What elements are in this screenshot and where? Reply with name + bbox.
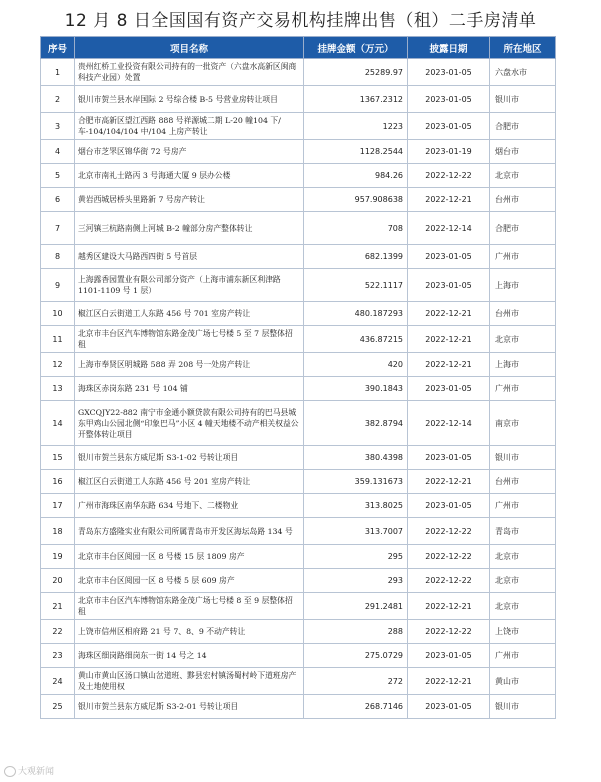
row-region: 银川市 [490, 695, 556, 719]
row-region: 烟台市 [490, 140, 556, 164]
row-region: 台州市 [490, 302, 556, 326]
row-date: 2023-01-19 [408, 140, 490, 164]
table-row [41, 113, 556, 140]
row-amount: 480.187293 [304, 302, 408, 326]
row-index: 21 [41, 593, 75, 620]
row-project-name: 越秀区建设大马路西四街 5 号首层 [75, 245, 304, 269]
table-row [41, 644, 556, 668]
table-row [41, 188, 556, 212]
row-amount: 1128.2544 [304, 140, 408, 164]
table-row [41, 620, 556, 644]
row-amount: 272 [304, 668, 408, 695]
table-row [41, 401, 556, 446]
row-region: 上海市 [490, 269, 556, 302]
page-title: 12 月 8 日全国国有资产交易机构挂牌出售（租）二手房清单 [64, 11, 537, 31]
row-date: 2022-12-22 [408, 164, 490, 188]
table-row [41, 377, 556, 401]
row-index: 15 [41, 446, 75, 470]
row-region: 台州市 [490, 470, 556, 494]
row-project-name: 银川市贺兰县东方威尼斯 S3-2-01 号转让项目 [75, 695, 304, 719]
row-index: 12 [41, 353, 75, 377]
row-date: 2022-12-22 [408, 620, 490, 644]
row-project-name: 北京市丰台区汽车博物馆东路金茂广场七号楼 5 至 7 层整体招租 [75, 326, 304, 353]
row-amount: 390.1843 [304, 377, 408, 401]
row-amount: 25289.97 [304, 59, 408, 86]
row-project-name: 上饶市信州区相府路 21 号 7、8、9 不动产转让 [75, 620, 304, 644]
row-index: 5 [41, 164, 75, 188]
row-index: 4 [41, 140, 75, 164]
row-project-name: 青岛东方盛隆实业有限公司所属青岛市开发区海坛岛路 134 号 [75, 518, 304, 545]
row-region: 北京市 [490, 326, 556, 353]
row-project-name: 海珠区赤岗东路 231 号 104 铺 [75, 377, 304, 401]
row-index: 1 [41, 59, 75, 86]
row-date: 2023-01-05 [408, 86, 490, 113]
row-date: 2022-12-22 [408, 569, 490, 593]
row-amount: 359.131673 [304, 470, 408, 494]
row-index: 16 [41, 470, 75, 494]
row-amount: 420 [304, 353, 408, 377]
table-row [41, 470, 556, 494]
row-project-name: 椒江区白云街道工人东路 456 号 701 室房产转让 [75, 302, 304, 326]
row-project-name: 椒江区白云街道工人东路 456 号 201 室房产转让 [75, 470, 304, 494]
row-region: 上海市 [490, 353, 556, 377]
row-amount: 380.4398 [304, 446, 408, 470]
watermark [4, 764, 54, 777]
row-date: 2022-12-21 [408, 470, 490, 494]
table-row [41, 269, 556, 302]
row-region: 合肥市 [490, 212, 556, 245]
row-amount: 1223 [304, 113, 408, 140]
row-date: 2022-12-21 [408, 593, 490, 620]
row-project-name: 贵州红桥工业投资有限公司持有的一批资产（六盘水高新区闽商科技产业园）处置 [75, 59, 304, 86]
row-project-name: GXCQJY22-882 南宁市金通小额贷款有限公司持有的巴马县城东甲鸡山公园北侧“印象巴马”小区 4 幢天地楼不动产相关权益公开整体转让项目 [75, 401, 304, 446]
row-project-name: 黄岩西城居桥头里路新 7 号房产转让 [75, 188, 304, 212]
row-index: 13 [41, 377, 75, 401]
row-date: 2022-12-14 [408, 401, 490, 446]
row-date: 2023-01-05 [408, 446, 490, 470]
row-date: 2022-12-22 [408, 518, 490, 545]
row-date: 2023-01-05 [408, 377, 490, 401]
row-amount: 313.7007 [304, 518, 408, 545]
row-project-name: 海珠区细岗路细岗东一街 14 号之 14 [75, 644, 304, 668]
row-index: 11 [41, 326, 75, 353]
row-project-name: 银川市贺兰县东方威尼斯 S3-1-02 号转让项目 [75, 446, 304, 470]
row-date: 2023-01-05 [408, 644, 490, 668]
row-project-name: 北京市丰台区阅园一区 8 号楼 5 层 609 房产 [75, 569, 304, 593]
table-row [41, 545, 556, 569]
row-region: 北京市 [490, 593, 556, 620]
row-index: 19 [41, 545, 75, 569]
row-date: 2022-12-21 [408, 668, 490, 695]
row-date: 2022-12-21 [408, 326, 490, 353]
row-date: 2023-01-05 [408, 59, 490, 86]
row-project-name: 合肥市高新区望江西路 888 号祥源城二期 L-20 幢104 下/车-104/104/104 中/104 上房产转让 [75, 113, 304, 140]
row-region: 北京市 [490, 569, 556, 593]
row-region: 广州市 [490, 494, 556, 518]
row-region: 广州市 [490, 644, 556, 668]
row-region: 合肥市 [490, 113, 556, 140]
row-region: 青岛市 [490, 518, 556, 545]
row-index: 24 [41, 668, 75, 695]
row-region: 银川市 [490, 86, 556, 113]
row-amount: 522.1117 [304, 269, 408, 302]
row-amount: 382.8794 [304, 401, 408, 446]
row-amount: 1367.2312 [304, 86, 408, 113]
row-region: 广州市 [490, 377, 556, 401]
row-index: 8 [41, 245, 75, 269]
row-project-name: 银川市贺兰县水岸国际 2 号综合楼 B-5 号营业房转让项目 [75, 86, 304, 113]
row-project-name: 烟台市芝罘区锦华街 72 号房产 [75, 140, 304, 164]
row-index: 23 [41, 644, 75, 668]
row-project-name: 北京市丰台区阅园一区 8 号楼 15 层 1809 房产 [75, 545, 304, 569]
row-amount: 313.8025 [304, 494, 408, 518]
row-index: 14 [41, 401, 75, 446]
row-region: 六盘水市 [490, 59, 556, 86]
table-row [41, 212, 556, 245]
table-row [41, 593, 556, 620]
row-amount: 682.1399 [304, 245, 408, 269]
row-amount: 291.2481 [304, 593, 408, 620]
row-date: 2023-01-05 [408, 494, 490, 518]
row-amount: 957.908638 [304, 188, 408, 212]
table-header-row [41, 37, 556, 59]
row-region: 黄山市 [490, 668, 556, 695]
row-date: 2022-12-14 [408, 212, 490, 245]
header-disclosure-date: 披露日期 [408, 37, 490, 59]
row-date: 2022-12-21 [408, 188, 490, 212]
property-listing-table [40, 36, 556, 719]
table-row [41, 59, 556, 86]
table-row [41, 164, 556, 188]
row-region: 银川市 [490, 446, 556, 470]
row-date: 2022-12-21 [408, 302, 490, 326]
header-region: 所在地区 [490, 37, 556, 59]
table-row [41, 326, 556, 353]
row-amount: 288 [304, 620, 408, 644]
table-row [41, 668, 556, 695]
watermark-logo-icon [4, 766, 16, 777]
row-index: 10 [41, 302, 75, 326]
table-row [41, 302, 556, 326]
header-index: 序号 [41, 37, 75, 59]
row-index: 18 [41, 518, 75, 545]
row-project-name: 上海市奉贤区明城路 588 弄 208 号一处房产转让 [75, 353, 304, 377]
header-listing-amount: 挂牌金额（万元） [304, 37, 408, 59]
row-amount: 275.0729 [304, 644, 408, 668]
row-date: 2023-01-05 [408, 695, 490, 719]
table-row [41, 494, 556, 518]
row-date: 2022-12-21 [408, 353, 490, 377]
row-date: 2023-01-05 [408, 269, 490, 302]
table-row [41, 695, 556, 719]
row-project-name: 广州市海珠区南华东路 634 号地下、二楼物业 [75, 494, 304, 518]
row-amount: 984.26 [304, 164, 408, 188]
row-region: 南京市 [490, 401, 556, 446]
row-index: 2 [41, 86, 75, 113]
row-region: 台州市 [490, 188, 556, 212]
row-amount: 268.7146 [304, 695, 408, 719]
row-project-name: 黄山市黄山区汤口镇山岔道班、黟县宏村镇汤蜀村岭下道班房产及土地使用权 [75, 668, 304, 695]
row-amount: 295 [304, 545, 408, 569]
header-project-name: 项目名称 [75, 37, 304, 59]
row-project-name: 上海露香园置业有限公司部分资产（上海市浦东新区利津路 1101-1109 号 1 层） [75, 269, 304, 302]
row-index: 7 [41, 212, 75, 245]
row-amount: 436.87215 [304, 326, 408, 353]
row-index: 3 [41, 113, 75, 140]
row-index: 9 [41, 269, 75, 302]
table-row [41, 518, 556, 545]
row-date: 2022-12-22 [408, 545, 490, 569]
row-region: 广州市 [490, 245, 556, 269]
row-amount: 708 [304, 212, 408, 245]
row-region: 上饶市 [490, 620, 556, 644]
row-region: 北京市 [490, 545, 556, 569]
row-amount: 293 [304, 569, 408, 593]
row-date: 2023-01-05 [408, 245, 490, 269]
row-project-name: 北京市南礼士路丙 3 号海通大厦 9 层办公楼 [75, 164, 304, 188]
table-row [41, 86, 556, 113]
row-index: 25 [41, 695, 75, 719]
row-date: 2023-01-05 [408, 113, 490, 140]
table-row [41, 446, 556, 470]
watermark-text: 大观新闻 [18, 767, 55, 777]
row-index: 20 [41, 569, 75, 593]
row-index: 6 [41, 188, 75, 212]
row-project-name: 三河镇三杭路南侧上河城 B-2 幢部分房产整体转让 [75, 212, 304, 245]
table-row [41, 353, 556, 377]
table-row [41, 569, 556, 593]
table-row [41, 245, 556, 269]
table-row [41, 140, 556, 164]
row-index: 17 [41, 494, 75, 518]
row-region: 北京市 [490, 164, 556, 188]
row-project-name: 北京市丰台区汽车博物馆东路金茂广场七号楼 8 至 9 层整体招租 [75, 593, 304, 620]
row-index: 22 [41, 620, 75, 644]
